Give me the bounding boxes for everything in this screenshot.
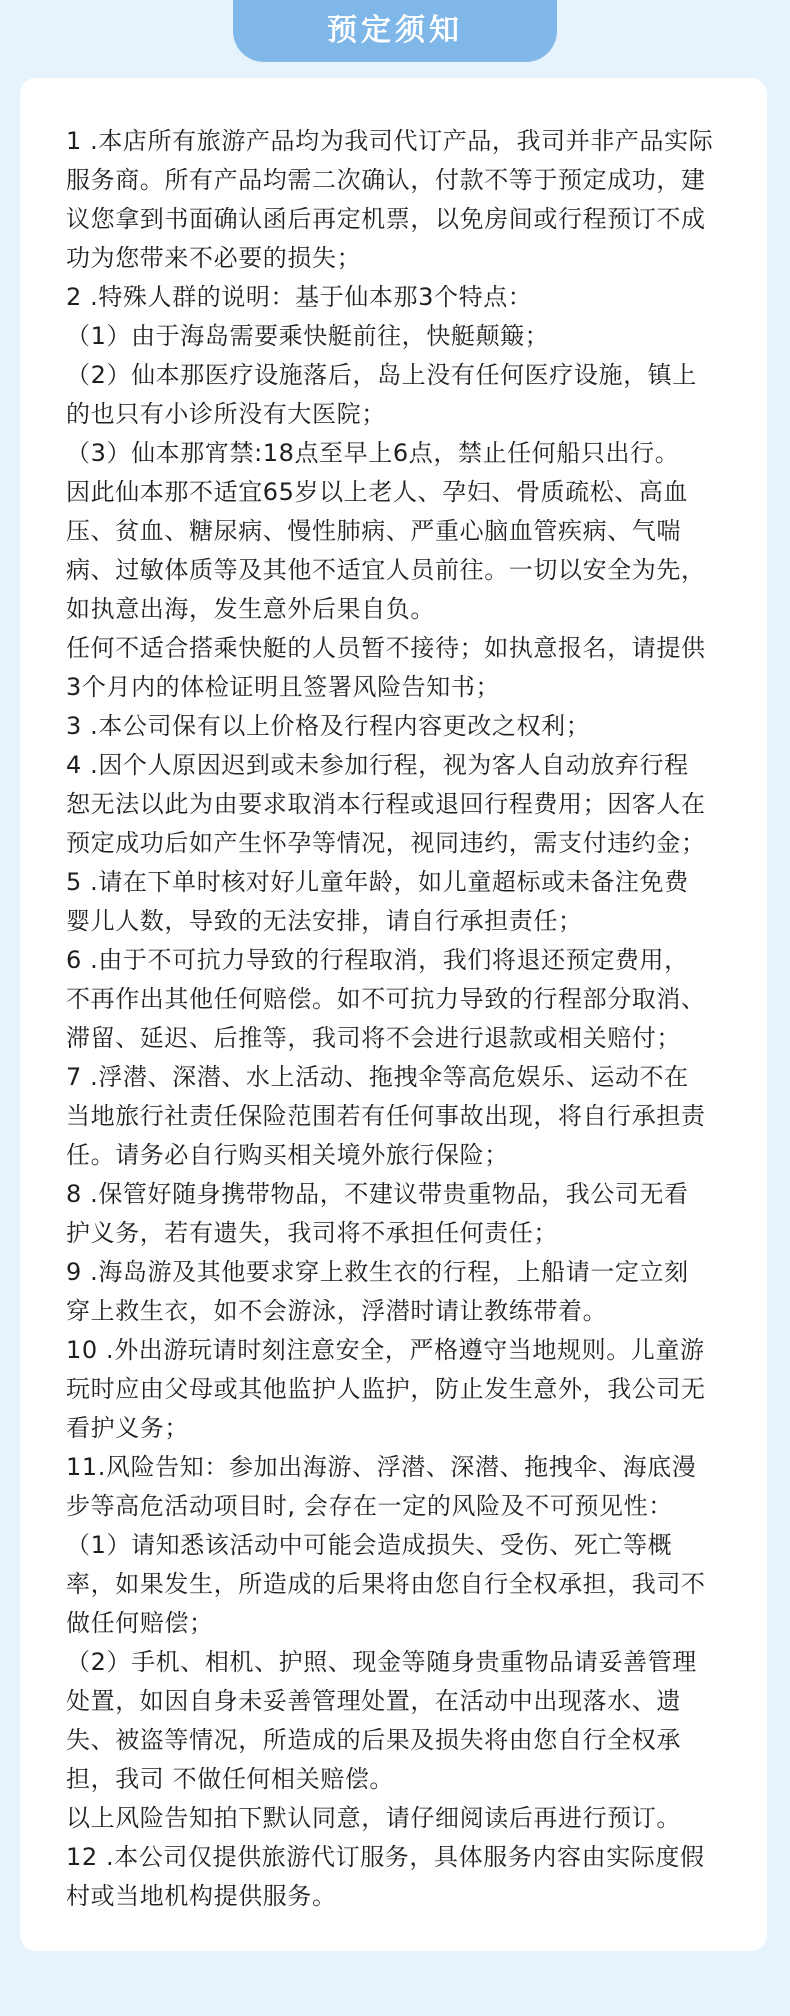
notice-line: 滞留、延迟、后推等，我司将不会进行退款或相关赔付； bbox=[66, 1024, 681, 1052]
notice-line: 失、被盗等情况，所造成的后果及损失将由您自行全权承 bbox=[66, 1726, 681, 1754]
notice-line: 做任何赔偿； bbox=[66, 1609, 214, 1637]
notice-line: （1）请知悉该活动中可能会造成损失、受伤、死亡等概 bbox=[66, 1531, 673, 1559]
notice-line: 穿上救生衣，如不会游泳，浮潜时请让教练带着。 bbox=[66, 1297, 608, 1325]
notice-line: 2 .特殊人群的说明：基于仙本那3个特点： bbox=[66, 283, 533, 311]
notice-line: 6 .由于不可抗力导致的行程取消，我们将退还预定费用， bbox=[66, 946, 689, 974]
notice-line: 当地旅行社责任保险范围若有任何事故出现，将自行承担责 bbox=[66, 1102, 706, 1130]
notice-line: 11.风险告知：参加出海游、浮潜、深潜、拖拽伞、海底漫 bbox=[66, 1453, 697, 1481]
notice-line: 压、贫血、糖尿病、慢性肺病、严重心脑血管疾病、气喘 bbox=[66, 517, 681, 545]
notice-line: 不再作出其他任何赔偿。如不可抗力导致的行程部分取消、 bbox=[66, 985, 706, 1013]
notice-line: 处置，如因自身未妥善管理处置，在活动中出现落水、遗 bbox=[66, 1687, 681, 1715]
notice-line: （2）仙本那医疗设施落后，岛上没有任何医疗设施，镇上 bbox=[66, 361, 697, 389]
notice-line: 步等高危活动项目时, 会存在一定的风险及不可预见性： bbox=[66, 1492, 673, 1520]
notice-line: 7 .浮潜、深潜、水上活动、拖拽伞等高危娱乐、运动不在 bbox=[66, 1063, 689, 1091]
notice-line: 任何不适合搭乘快艇的人员暂不接待；如执意报名，请提供 bbox=[66, 634, 706, 662]
notice-line: 率，如果发生，所造成的后果将由您自行全权承担，我司不 bbox=[66, 1570, 706, 1598]
notice-line: 议您拿到书面确认函后再定机票，以免房间或行程预订不成 bbox=[66, 205, 706, 233]
notice-line: 看护义务； bbox=[66, 1414, 189, 1442]
notice-line: 4 .因个人原因迟到或未参加行程，视为客人自动放弃行程 bbox=[66, 751, 689, 779]
notice-line: 3个月内的体检证明且签署风险告知书； bbox=[66, 673, 501, 701]
notice-line: （2）手机、相机、护照、现金等随身贵重物品请妥善管理 bbox=[66, 1648, 697, 1676]
notice-line: 9 .海岛游及其他要求穿上救生衣的行程，上船请一定立刻 bbox=[66, 1258, 689, 1286]
notice-line: 8 .保管好随身携带物品，不建议带贵重物品，我公司无看 bbox=[66, 1180, 689, 1208]
notice-line: 以上风险告知拍下默认同意，请仔细阅读后再进行预订。 bbox=[66, 1804, 681, 1832]
notice-line: 任。请务必自行购买相关境外旅行保险； bbox=[66, 1141, 509, 1169]
notice-line: 10 .外出游玩请时刻注意安全，严格遵守当地规则。儿童游 bbox=[66, 1336, 705, 1364]
notice-line: 3 .本公司保有以上价格及行程内容更改之权利； bbox=[66, 712, 591, 740]
notice-card bbox=[20, 78, 767, 1951]
notice-line: 12 .本公司仅提供旅游代订服务，具体服务内容由实际度假 bbox=[66, 1843, 705, 1871]
page-title: 预定须知 bbox=[233, 0, 557, 62]
notice-line: 婴儿人数，导致的无法安排，请自行承担责任； bbox=[66, 907, 583, 935]
notice-line: 预定成功后如产生怀孕等情况，视同违约，需支付违约金； bbox=[66, 829, 706, 857]
notice-line: （1）由于海岛需要乘快艇前往，快艇颠簸； bbox=[66, 322, 550, 350]
notice-line: 功为您带来不必要的损失； bbox=[66, 244, 362, 272]
notice-line: 病、过敏体质等及其他不适宜人员前往。一切以安全为先， bbox=[66, 556, 706, 584]
notice-line: 护义务，若有遗失，我司将不承担任何责任； bbox=[66, 1219, 558, 1247]
notice-line: 服务商。所有产品均需二次确认，付款不等于预定成功，建 bbox=[66, 166, 706, 194]
notice-line: 1 .本店所有旅游产品均为我司代订产品，我司并非产品实际 bbox=[66, 127, 714, 155]
notice-line: 玩时应由父母或其他监护人监护，防止发生意外，我公司无 bbox=[66, 1375, 706, 1403]
notice-line: 因此仙本那不适宜65岁以上老人、孕妇、骨质疏松、高血 bbox=[66, 478, 689, 506]
notice-line: 如执意出海，发生意外后果自负。 bbox=[66, 595, 435, 623]
notice-line: （3）仙本那宵禁:18点至早上6点，禁止任何船只出行。 bbox=[66, 439, 680, 467]
notice-line: 村或当地机构提供服务。 bbox=[66, 1882, 337, 1910]
notice-line: 5 .请在下单时核对好儿童年龄，如儿童超标或未备注免费 bbox=[66, 868, 689, 896]
notice-line: 恕无法以此为由要求取消本行程或退回行程费用；因客人在 bbox=[66, 790, 706, 818]
notice-line: 担，我司 不做任何相关赔偿。 bbox=[66, 1765, 395, 1793]
notice-line: 的也只有小诊所没有大医院； bbox=[66, 400, 386, 428]
